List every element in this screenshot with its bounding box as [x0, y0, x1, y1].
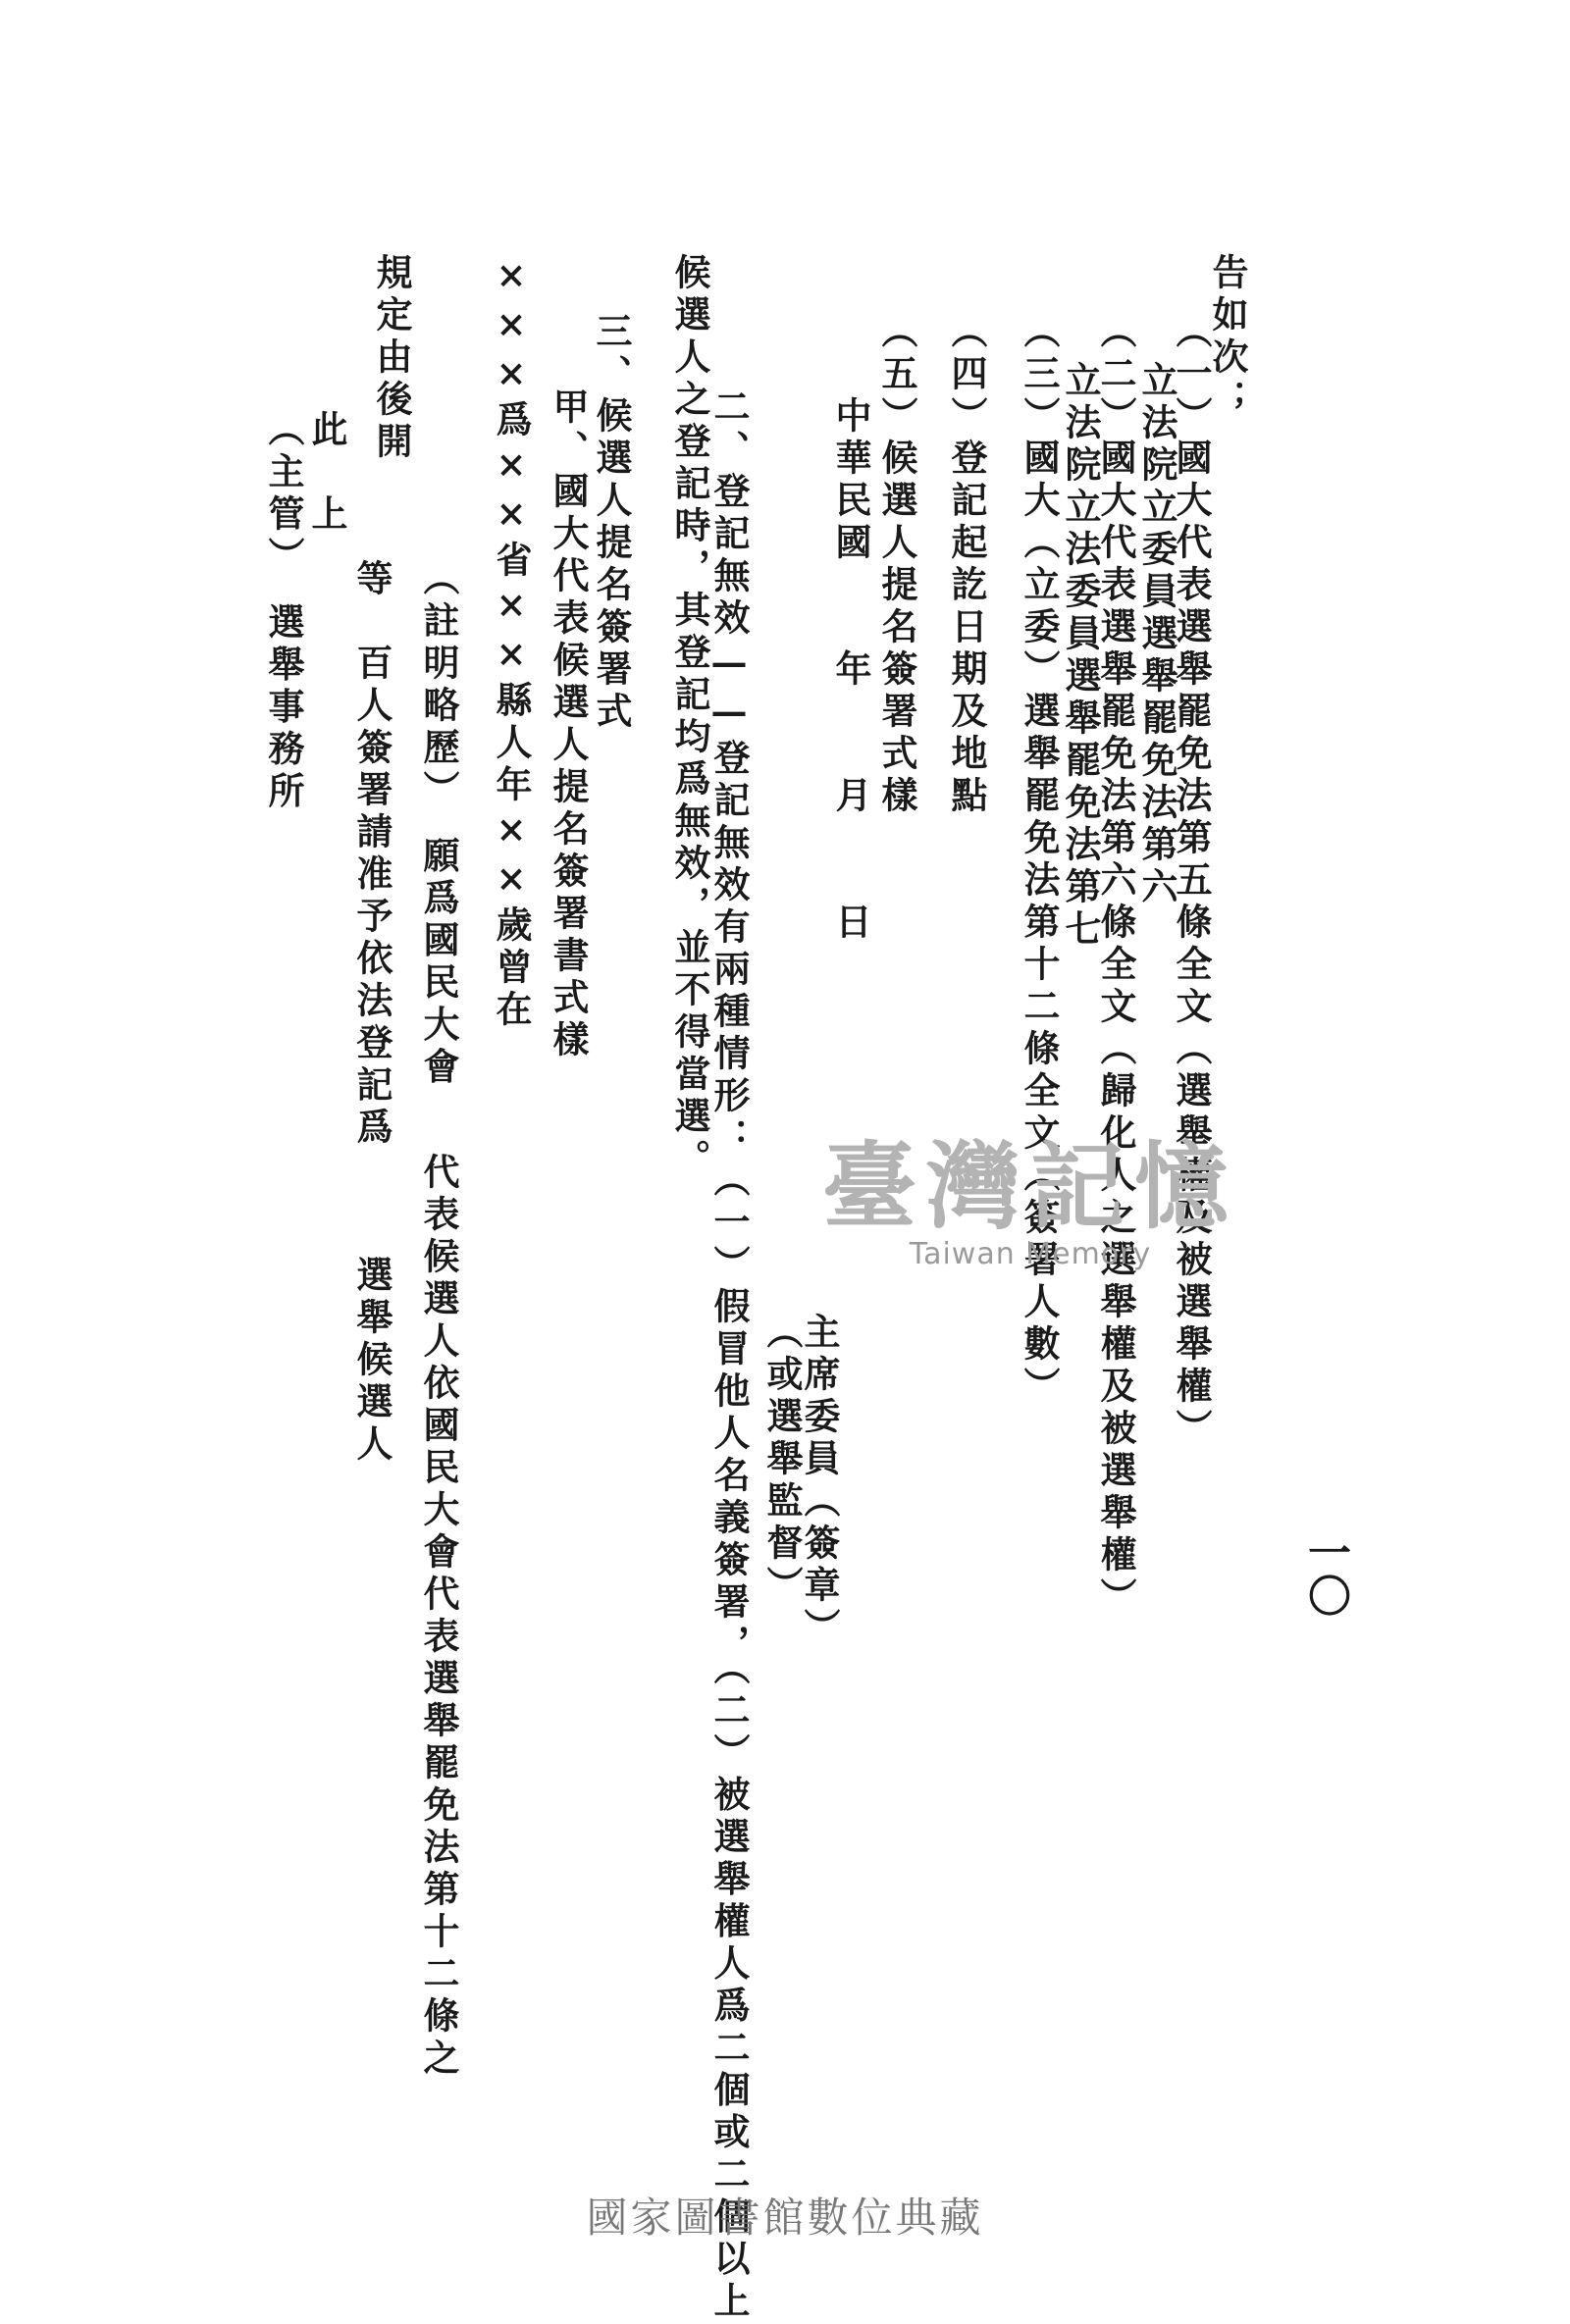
text-column: （三）國大（立委）選舉罷免法第十二條全文（簽署人數）: [1018, 312, 1061, 1409]
text-column: （註明略歷） 願爲國民大會: [417, 559, 460, 1090]
text-column: 二、登記無效——登記無效有兩種情形：（一）假冒他人名義簽署，（二）被選舉權人爲二個或二個以上: [707, 387, 751, 2324]
text-column: （二）國大代表選舉罷免法第六條全文（歸化人之選舉權及被選舉權）: [1094, 312, 1137, 1620]
text-column: 代表候選人依國民大會代表選舉罷免法第十二條之: [417, 1153, 460, 2081]
text-column: 等 百人簽署請准予依法登記爲: [350, 559, 393, 1150]
page-number: 一〇: [1300, 1530, 1350, 1617]
text-column: 告如次；: [1206, 253, 1249, 422]
text-column: （或選舉監督）: [760, 1313, 804, 1608]
watermark-subtitle: Taiwan Memory: [909, 1236, 1152, 1271]
text-column: 中華民國 年 月 日: [829, 396, 872, 945]
text-column: （五）候選人提名簽署式樣: [875, 312, 918, 818]
text-column: ×××爲××省××縣人年××歲曾在: [490, 253, 533, 1032]
text-column: 立法院立委員選舉罷免法第六: [1135, 361, 1178, 909]
footer-credit: 國家圖書館數位典藏: [586, 2194, 984, 2242]
text-column: 候選人之登記時，其登記均爲無效，並不得當選。: [668, 253, 711, 1181]
text-column: 此 上: [305, 410, 348, 537]
text-column: 選舉候選人: [350, 1256, 393, 1467]
text-column: 立法院立法委員選舉罷免法第七: [1059, 361, 1102, 952]
watermark-title: 臺灣記憶: [822, 1131, 1238, 1242]
text-column: 甲、國大代表候選人提名簽署書式樣: [547, 387, 590, 1062]
text-column: 三、候選人提名簽署式: [590, 312, 633, 734]
text-column: （主管） 選舉事務所: [262, 410, 305, 814]
text-column: （四）登記起訖日期及地點: [945, 312, 988, 818]
text-column: 規定由後開: [370, 253, 413, 464]
text-column: 主席委員（簽章）: [798, 1313, 841, 1650]
text-column: （一）國大代表選舉罷免法第五條全文（選舉權及被選舉權）: [1170, 312, 1213, 1451]
